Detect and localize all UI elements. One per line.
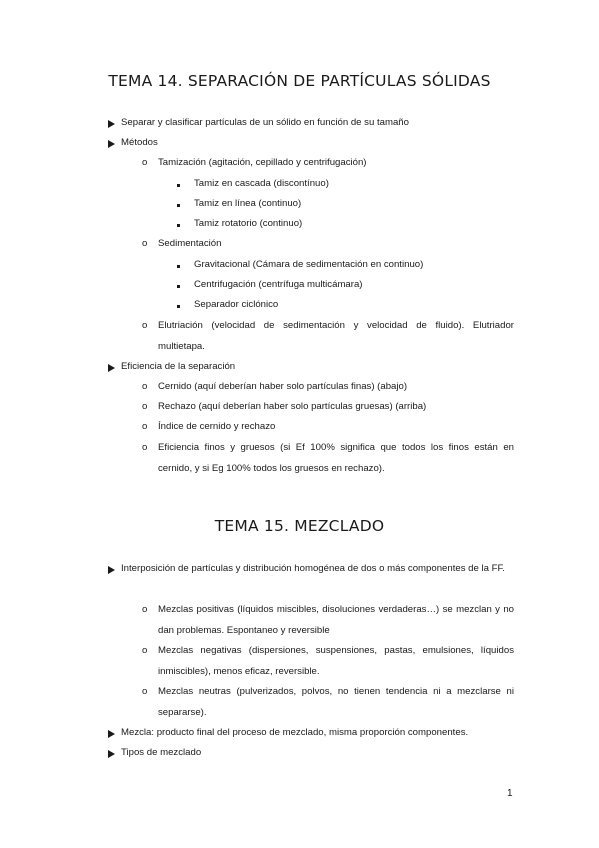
arrow-bullet-icon [108,730,115,738]
list-item: Cernido (aquí deberían haber solo partículas finas) (abajo) [158,381,408,392]
list-item: Separar y clasificar partículas de un sólido en función de su tamaño [121,117,409,128]
list-item: Índice de cernido y rechazo [158,421,276,432]
circle-bullet-icon: o [142,421,148,432]
list-item: Métodos [121,137,158,148]
section-15-title: TEMA 15. MEZCLADO [214,517,385,535]
arrow-bullet-icon [108,140,115,148]
list-item: Centrifugación (centrífuga multicámara) [194,279,363,290]
list-item: Rechazo (aquí deberían haber solo partículas gruesas) (arriba) [158,401,427,412]
list-item: Tamiz en línea (continuo) [194,198,302,209]
square-bullet-icon [177,184,180,187]
list-item: Interposición de partículas y distribución homogénea de dos o más componentes de la FF. [121,563,505,574]
arrow-bullet-icon [108,566,115,574]
arrow-bullet-icon [108,364,115,372]
list-item: Mezclas positivas (líquidos miscibles, disoluciones verdaderas…) se mezclan y no dan problemas. Espontaneo y reversible [158,604,514,636]
list-item: Tamiz rotatorio (continuo) [194,218,303,229]
circle-bullet-icon: o [142,604,148,615]
circle-bullet-icon: o [142,381,148,392]
section-14-title: TEMA 14. SEPARACIÓN DE PARTÍCULAS SÓLIDAS [108,72,491,90]
square-bullet-icon [177,224,180,227]
square-bullet-icon [177,305,180,308]
arrow-bullet-icon [108,120,115,128]
circle-bullet-icon: o [142,320,148,331]
square-bullet-icon [177,265,180,268]
list-item: Tipos de mezclado [121,747,202,758]
arrow-bullet-icon [108,750,115,758]
circle-bullet-icon: o [142,401,148,412]
list-item: Separador ciclónico [194,299,279,310]
list-item: Sedimentación [158,238,222,249]
circle-bullet-icon: o [142,686,148,697]
circle-bullet-icon: o [142,442,148,453]
page-number: 1 [507,788,513,799]
list-item: Tamiz en cascada (discontínuo) [194,178,329,189]
circle-bullet-icon: o [142,238,148,249]
list-item: Mezcla: producto final del proceso de mezclado, misma proporción componentes. [121,727,469,738]
list-item: Eficiencia de la separación [121,361,236,372]
square-bullet-icon [177,204,180,207]
list-item: Mezclas neutras (pulverizados, polvos, no tienen tendencia ni a mezclarse ni separarse). [158,686,514,718]
list-item: Mezclas negativas (dispersiones, suspensiones, pastas, emulsiones, líquidos inmiscibles), menos eficaz, reversible. [158,645,514,677]
list-item: Gravitacional (Cámara de sedimentación en continuo) [194,259,424,270]
list-item: Eficiencia finos y gruesos (si Ef 100% significa que todos los finos están en cernido, y si Eg 100% todos los gruesos en rechazo). [158,442,514,474]
list-item: Elutriación (velocidad de sedimentación y velocidad de fluido). Elutriador multietapa. [158,320,514,352]
circle-bullet-icon: o [142,157,148,168]
circle-bullet-icon: o [142,645,148,656]
list-item: Tamización (agitación, cepillado y centrifugación) [158,157,367,168]
square-bullet-icon [177,285,180,288]
